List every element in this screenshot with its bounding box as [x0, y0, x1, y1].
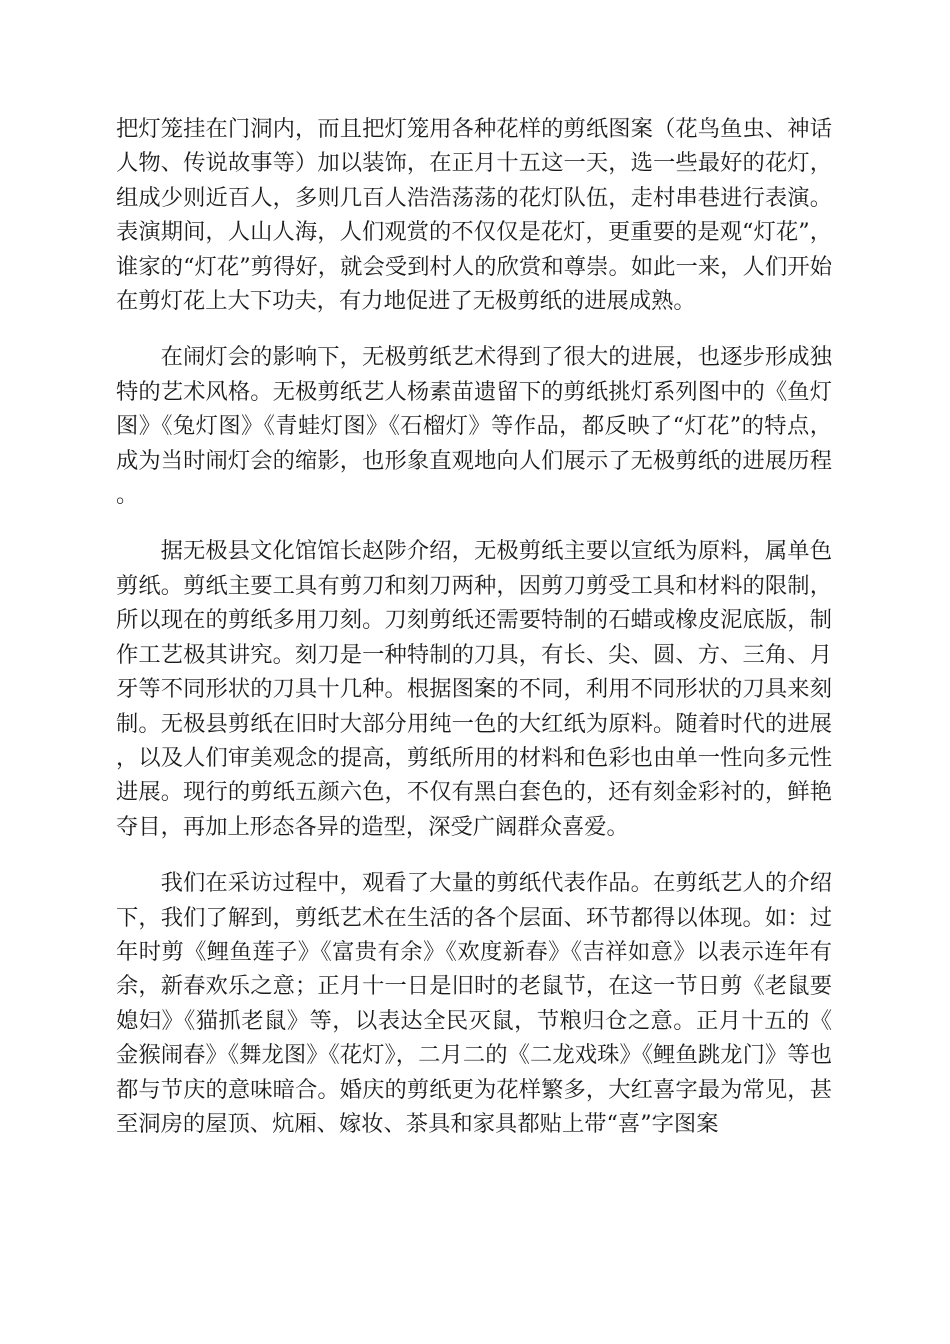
paragraph-4: 我们在采访过程中，观看了大量的剪纸代表作品。在剪纸艺人的介绍下，我们了解到，剪纸艺术在生活的各个层面、环节都得以体现。如：过年时剪《鲤鱼莲子》《富贵有余》《欢度新春》《吉祥如意》以表示连年有余，新春欢乐之意；正月十一日是旧时的老鼠节，在这一节日剪《老鼠要媳妇》《猫抓老鼠》等，以表达全民灭鼠，节粮归仓之意。正月十五的《金猴闹春》《舞龙图》《花灯》，二月二的《二龙戏珠》《鲤鱼跳龙门》等也都与节庆的意味暗合。婚庆的剪纸更为花样繁多，大红喜字最为常见，甚至洞房的屋顶、炕厢、嫁妆、茶具和家具都贴上带“喜”字图案 [116, 870, 832, 1137]
paragraph-3: 据无极县文化馆馆长赵陟介绍，无极剪纸主要以宣纸为原料，属单色剪纸。剪纸主要工具有剪刀和刻刀两种，因剪刀剪受工具和材料的限制，所以现在的剪纸多用刀刻。刀刻剪纸还需要特制的石蜡或橡皮泥底版，制作工艺极其讲究。刻刀是一种特制的刀具，有长、尖、圆、方、三角、月牙等不同形状的刀具十几种。根据图案的不同，利用不同形状的刀具来刻制。无极县剪纸在旧时大部分用纯一色的大红纸为原料。随着时代的进展，以及人们审美观念的提高，剪纸所用的材料和色彩也由单一性向多元性进展。现行的剪纸五颜六色，不仅有黑白套色的，还有刻金彩衬的，鲜艳夺目，再加上形态各异的造型，深受广阔群众喜爱。 [116, 538, 832, 840]
paragraph-2: 在闹灯会的影响下，无极剪纸艺术得到了很大的进展，也逐步形成独特的艺术风格。无极剪纸艺人杨素苗遗留下的剪纸挑灯系列图中的《鱼灯图》《兔灯图》《青蛙灯图》《石榴灯》等作品，都反映了“灯花”的特点，成为当时闹灯会的缩影，也形象直观地向人们展示了无极剪纸的进展历程。 [116, 344, 832, 509]
paragraph-1: 把灯笼挂在门洞内，而且把灯笼用各种花样的剪纸图案（花鸟鱼虫、神话人物、传说故事等）加以装饰，在正月十五这一天，选一些最好的花灯，组成少则近百人，多则几百人浩浩荡荡的花灯队伍，走村串巷进行表演。表演期间，人山人海，人们观赏的不仅仅是花灯，更重要的是观“灯花”，谁家的“灯花”剪得好，就会受到村人的欣赏和尊崇。如此一来，人们开始在剪灯花上大下功夫，有力地促进了无极剪纸的进展成熟。 [116, 116, 832, 315]
document-page [116, 112, 832, 1163]
